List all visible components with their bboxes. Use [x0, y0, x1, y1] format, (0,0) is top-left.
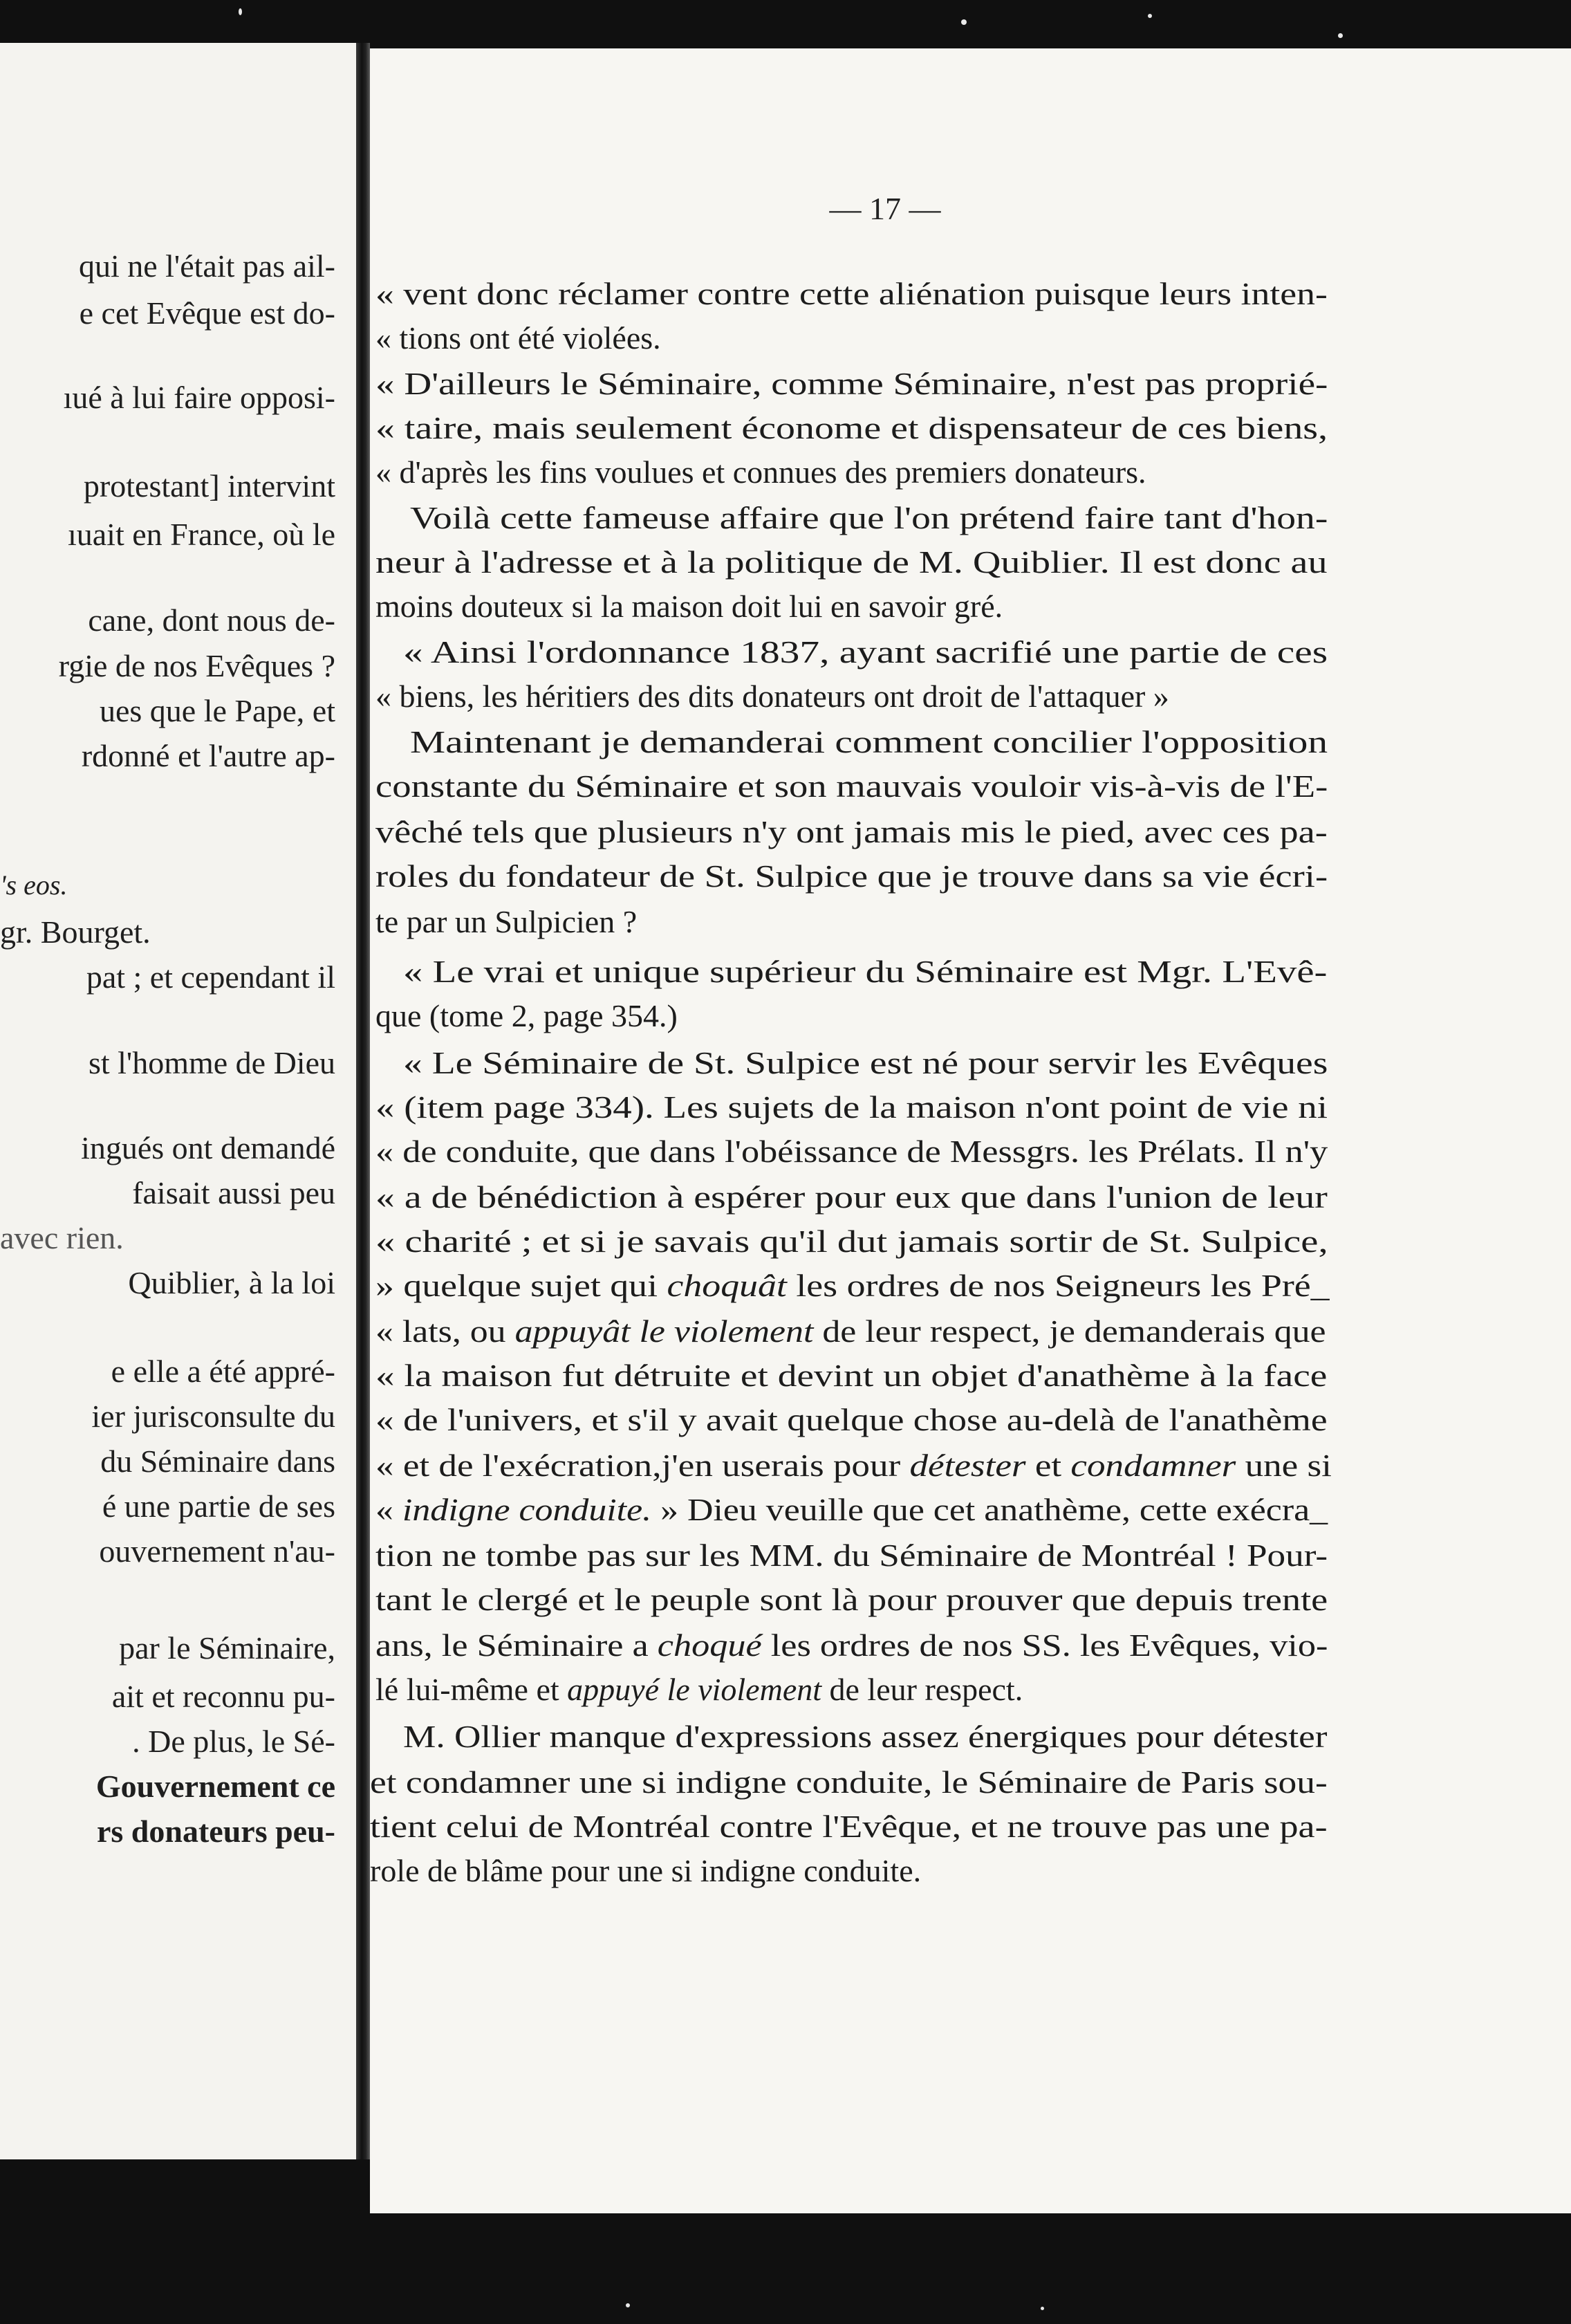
- left-text-line: rgie de nos Evêques ?: [58, 648, 335, 683]
- text-line: M. Ollier manque d'expressions assez énergiques pour détester: [403, 1719, 1328, 1754]
- left-text-line: rdonné et l'autre ap-: [81, 738, 335, 773]
- text-line: « (item page 334). Les sujets de la maison n'ont point de vie ni: [375, 1089, 1328, 1125]
- text-line: « Le vrai et unique supérieur du Séminaire est Mgr. L'Evê-: [403, 954, 1328, 989]
- scan-speck: [1148, 14, 1152, 18]
- left-text-line: st l'homme de Dieu: [88, 1045, 335, 1080]
- text-line: tient celui de Montréal contre l'Evêque, et ne trouve pas une pa-: [370, 1809, 1328, 1844]
- left-text-line: ingués ont demandé: [81, 1130, 335, 1165]
- text-line: moins douteux si la maison doit lui en savoir gré.: [375, 589, 1003, 624]
- left-text-line: qui ne l'était pas ail-: [78, 248, 335, 284]
- left-text-line: pat ; et cependant il: [86, 959, 335, 995]
- text-line: « charité ; et si je savais qu'il dut jamais sortir de St. Sulpice,: [375, 1224, 1328, 1259]
- page-edge: [1550, 48, 1571, 2213]
- right-page: [370, 48, 1571, 2213]
- scan-speck: [1041, 2307, 1044, 2310]
- left-text-line: e elle a été appré-: [111, 1354, 335, 1389]
- left-text-line: e cet Evêque est do-: [79, 295, 335, 331]
- text-line: « lats, ou appuyât le violement de leur respect, je demanderais que: [375, 1313, 1326, 1349]
- text-line: vêché tels que plusieurs n'y ont jamais mis le pied, avec ces pa-: [375, 814, 1328, 849]
- left-text-line: . De plus, le Sé-: [132, 1724, 335, 1759]
- text-line: tant le clergé et le peuple sont là pour prouver que depuis trente: [375, 1582, 1328, 1617]
- page-number: — 17 —: [829, 191, 941, 226]
- text-line: roles du fondateur de St. Sulpice que je trouve dans sa vie écri-: [375, 858, 1328, 894]
- text-line: Maintenant je demanderai comment concilier l'opposition: [410, 724, 1328, 759]
- left-text-line: par le Séminaire,: [119, 1630, 335, 1666]
- page-gutter: [356, 43, 370, 2159]
- left-text-line: rs donateurs peu-: [96, 1814, 335, 1849]
- text-line: « D'ailleurs le Séminaire, comme Séminaire, n'est pas proprié-: [375, 366, 1328, 401]
- left-text-line: cane, dont nous de-: [88, 602, 335, 638]
- text-line: tion ne tombe pas sur les MM. du Séminaire de Montréal ! Pour-: [375, 1538, 1328, 1573]
- scan-speck: [239, 8, 242, 15]
- scan-speck: [1338, 33, 1343, 38]
- left-text-line: 's eos.: [0, 869, 68, 901]
- text-line: « d'après les fins voulues et connues des premiers donateurs.: [375, 454, 1146, 490]
- left-text-line: ues que le Pape, et: [99, 693, 335, 728]
- text-line: ans, le Séminaire a choqué les ordres de nos SS. les Evêques, vio-: [375, 1627, 1328, 1663]
- scan-speck: [626, 2303, 630, 2307]
- text-line: et condamner une si indigne conduite, le Séminaire de Paris sou-: [370, 1764, 1328, 1800]
- text-line: » quelque sujet qui choquât les ordres de nos Seigneurs les Pré_: [375, 1268, 1330, 1303]
- left-page-fragment: [0, 43, 356, 2159]
- text-line: « Le Séminaire de St. Sulpice est né pour servir les Evêques: [403, 1045, 1328, 1080]
- text-line: « tions ont été violées.: [375, 320, 661, 356]
- text-line: « de l'univers, et s'il y avait quelque chose au-delà de l'anathème: [375, 1402, 1328, 1437]
- left-text-line: Gouvernement ce: [95, 1769, 335, 1804]
- text-line: « indigne conduite. » Dieu veuille que cet anathème, cette exécra_: [375, 1492, 1328, 1527]
- left-text-line: ıuait en France, où le: [67, 517, 335, 552]
- text-line: « et de l'exécration,j'en userais pour détester et condamner une si: [375, 1448, 1332, 1483]
- left-text-line: protestant] intervint: [83, 468, 335, 504]
- text-line: role de blâme pour une si indigne conduite.: [370, 1853, 922, 1888]
- text-line: « taire, mais seulement économe et dispensateur de ces biens,: [375, 410, 1328, 445]
- text-line: lé lui-même et appuyé le violement de leur respect.: [375, 1672, 1023, 1707]
- text-line: « vent donc réclamer contre cette aliénation puisque leurs inten-: [375, 276, 1328, 311]
- text-line: neur à l'adresse et à la politique de M. Quiblier. Il est donc au: [375, 544, 1328, 580]
- left-text-line: ouvernement n'au-: [99, 1533, 335, 1569]
- left-text-line: faisait aussi peu: [132, 1175, 335, 1210]
- text-line: « a de bénédiction à espérer pour eux que dans l'union de leur: [375, 1179, 1328, 1215]
- scan-speck: [961, 19, 967, 25]
- left-text-line: ait et reconnu pu-: [111, 1679, 335, 1714]
- text-line: Voilà cette fameuse affaire que l'on prétend faire tant d'hon-: [410, 500, 1328, 535]
- left-text-line: ier jurisconsulte du: [91, 1399, 335, 1434]
- text-line: que (tome 2, page 354.): [375, 998, 678, 1033]
- left-text-line: du Séminaire dans: [100, 1444, 335, 1479]
- left-text-line: é une partie de ses: [102, 1488, 335, 1524]
- text-line: « biens, les héritiers des dits donateurs ont droit de l'attaquer »: [375, 679, 1169, 714]
- left-text-line: gr. Bourget.: [0, 914, 151, 950]
- text-line: te par un Sulpicien ?: [375, 904, 638, 939]
- left-text-line: ıué à lui faire opposi-: [63, 380, 335, 415]
- text-line: « Ainsi l'ordonnance 1837, ayant sacrifié une partie de ces: [403, 634, 1328, 670]
- left-text-line: Quiblier, à la loi: [128, 1265, 335, 1300]
- text-line: « la maison fut détruite et devint un objet d'anathème à la face: [375, 1358, 1328, 1393]
- text-line: « de conduite, que dans l'obéissance de Messgrs. les Prélats. Il n'y: [375, 1134, 1328, 1169]
- left-text-line: avec rien.: [0, 1220, 124, 1255]
- text-line: constante du Séminaire et son mauvais vouloir vis-à-vis de l'E-: [375, 768, 1328, 804]
